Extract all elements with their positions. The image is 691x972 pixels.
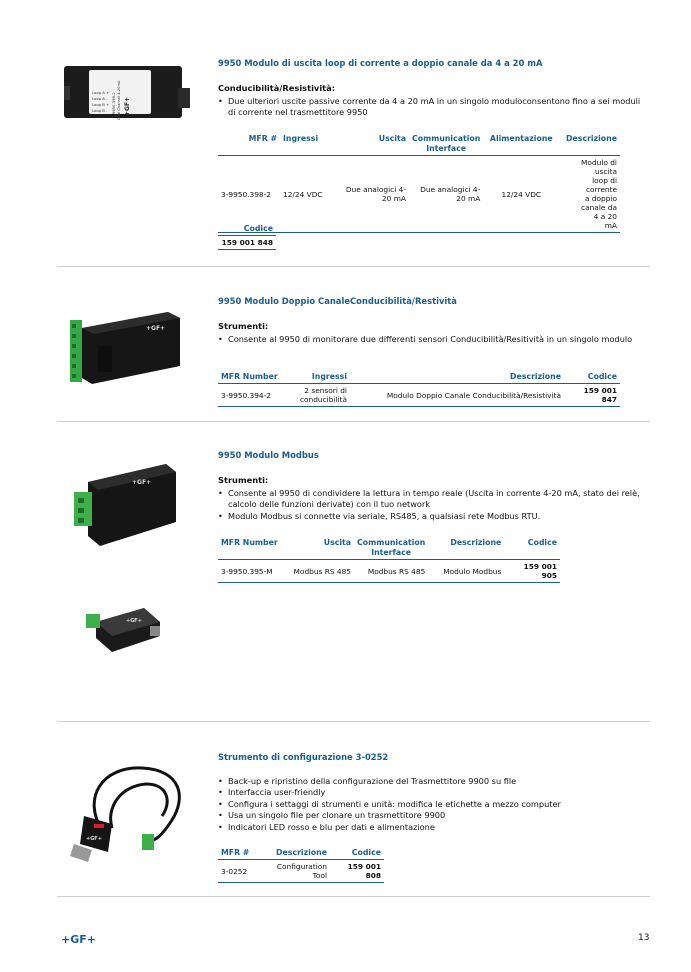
col-header: Alimentazione xyxy=(483,134,559,156)
table-cell: Modbus RS 485 xyxy=(354,560,428,583)
bullet-item: • Consente al 9950 di monitorare due differenti sensori Conducibilità/Resitività in un singolo modulo xyxy=(218,334,643,345)
bullet-item: • Indicatori LED rosso e blu per dati e alimentazione xyxy=(218,822,648,833)
table-cell: 3-9950.398-2 xyxy=(218,156,280,233)
image-label-loop-b-minus: Loop B - xyxy=(92,108,108,113)
col-header: MFR # xyxy=(218,848,262,860)
svg-text:+GF+: +GF+ xyxy=(126,618,142,624)
spec-table xyxy=(218,372,620,407)
table-row xyxy=(218,384,620,407)
col-header: Descrizione xyxy=(350,372,564,384)
code-table xyxy=(218,224,276,250)
product-code: 159 001 905 xyxy=(504,560,560,583)
table-row xyxy=(218,860,384,883)
table-row xyxy=(218,156,620,233)
bullet-item: • Back-up e ripristino della configurazione del Trasmettitore 9900 su file xyxy=(218,776,648,787)
section-title: Strumento di configurazione 3-0252 xyxy=(218,752,389,762)
spec-table xyxy=(218,134,620,233)
table-cell: 3-9950.394-2 xyxy=(218,384,284,407)
divider xyxy=(57,721,650,722)
bullet-item: • Consente al 9950 di condividere la lettura in tempo reale (Uscita in corrente 4-20 mA, stato dei relè, calcolo delle funzioni derivate) con il tuo network xyxy=(218,488,650,511)
bullet-item: • Usa un singolo file per clonare un trasmettitore 9900 xyxy=(218,810,648,821)
col-header: Ingressi xyxy=(280,134,341,156)
section-title: 9950 Modulo Modbus xyxy=(218,450,319,460)
section-subtitle: Strumenti: xyxy=(218,475,269,485)
col-header: Codice xyxy=(330,848,384,860)
table-cell: Modulo di uscita loop di corrente a doppio canale da 4 a 20 mA xyxy=(559,156,620,233)
table-cell: Configuration Tool xyxy=(262,860,330,883)
col-header: Communication Interface xyxy=(354,538,428,560)
spec-table xyxy=(218,538,560,583)
table-row xyxy=(218,560,560,583)
divider xyxy=(57,421,650,422)
bullet-item: • Configura i settaggi di strumenti e unità: modifica le etichette a mezzo computer xyxy=(218,799,648,810)
bullet-list xyxy=(218,776,648,833)
svg-text:+GF+: +GF+ xyxy=(86,836,102,842)
table-cell: 12/24 VDC xyxy=(280,156,341,233)
bullet-item: • Modulo Modbus si connette via seriale, RS485, a qualsiasi rete Modbus RTU. xyxy=(218,511,650,522)
page-number: 13 xyxy=(638,933,650,943)
image-label-loop-b-plus: Loop B + xyxy=(92,102,110,107)
section-title: 9950 Modulo Doppio CanaleConducibilità/Restività xyxy=(218,296,457,306)
product-code: 159 001 848 xyxy=(218,236,276,250)
table-cell: Due analogici 4-20 mA xyxy=(409,156,483,233)
col-header: Uscita xyxy=(341,134,409,156)
image-label-loop-a-minus: Loop A - xyxy=(92,96,108,101)
product-image-usb-module xyxy=(84,600,164,658)
col-header: Codice xyxy=(504,538,560,560)
col-header: Codice xyxy=(564,372,620,384)
col-header: Descrizione xyxy=(559,134,620,156)
image-label-loop-a-plus: Loop A + xyxy=(92,90,110,95)
col-header: Uscita xyxy=(286,538,354,560)
col-header: MFR Number xyxy=(218,372,284,384)
product-code: 159 001 847 xyxy=(564,384,620,407)
svg-text:+GF+: +GF+ xyxy=(132,479,152,486)
table-cell: 2 sensori di conducibilità xyxy=(284,384,350,407)
bullet-item: • Due ulteriori uscite passive corrente da 4 a 20 mA in un singolo moduloconsentono fino a sei moduli di corrente nel trasmettitore 9950 xyxy=(218,96,648,119)
table-cell: Modulo Doppio Canale Conducibilità/Resistività xyxy=(350,384,564,407)
table-cell: Due analogici 4-20 mA xyxy=(341,156,409,233)
table-cell: 12/24 VDC xyxy=(483,156,559,233)
image-label-desc: Dual Channel 4-20mA xyxy=(117,80,121,120)
table-cell: 3-9950.395-M xyxy=(218,560,286,583)
bullet-item: • Interfaccia user-friendly xyxy=(218,787,648,798)
bullet-list xyxy=(218,488,650,522)
table-cell: 3-0252 xyxy=(218,860,262,883)
col-header: Codice xyxy=(218,224,276,236)
divider xyxy=(57,266,650,267)
image-label-gf-logo: +GF+ xyxy=(124,96,131,116)
col-header: Communication Interface xyxy=(409,134,483,156)
table-cell: Modulo Modbus xyxy=(428,560,504,583)
product-image-9950-395 xyxy=(70,462,180,550)
bullet-list xyxy=(218,334,643,345)
section-title: 9950 Modulo di uscita loop di corrente a doppio canale da 4 a 20 mA xyxy=(218,58,543,68)
gf-logo: +GF+ xyxy=(61,933,96,946)
col-header: MFR Number xyxy=(218,538,286,560)
col-header: Descrizione xyxy=(262,848,330,860)
section-subtitle: Strumenti: xyxy=(218,321,269,331)
bullet-list xyxy=(218,96,648,119)
svg-text:+GF+: +GF+ xyxy=(146,325,166,332)
product-image-9950-394 xyxy=(68,310,188,388)
product-code: 159 001 808 xyxy=(330,860,384,883)
table-cell: Modbus RS 485 xyxy=(286,560,354,583)
spec-table xyxy=(218,848,384,883)
image-label-model: 3-9950.398-2 xyxy=(111,92,116,118)
divider xyxy=(57,896,650,897)
col-header: Ingressi xyxy=(284,372,350,384)
section-subtitle: Conducibilità/Resistività: xyxy=(218,83,336,93)
product-image-config-tool xyxy=(62,758,192,878)
col-header: MFR # xyxy=(218,134,280,156)
col-header: Descrizione xyxy=(428,538,504,560)
